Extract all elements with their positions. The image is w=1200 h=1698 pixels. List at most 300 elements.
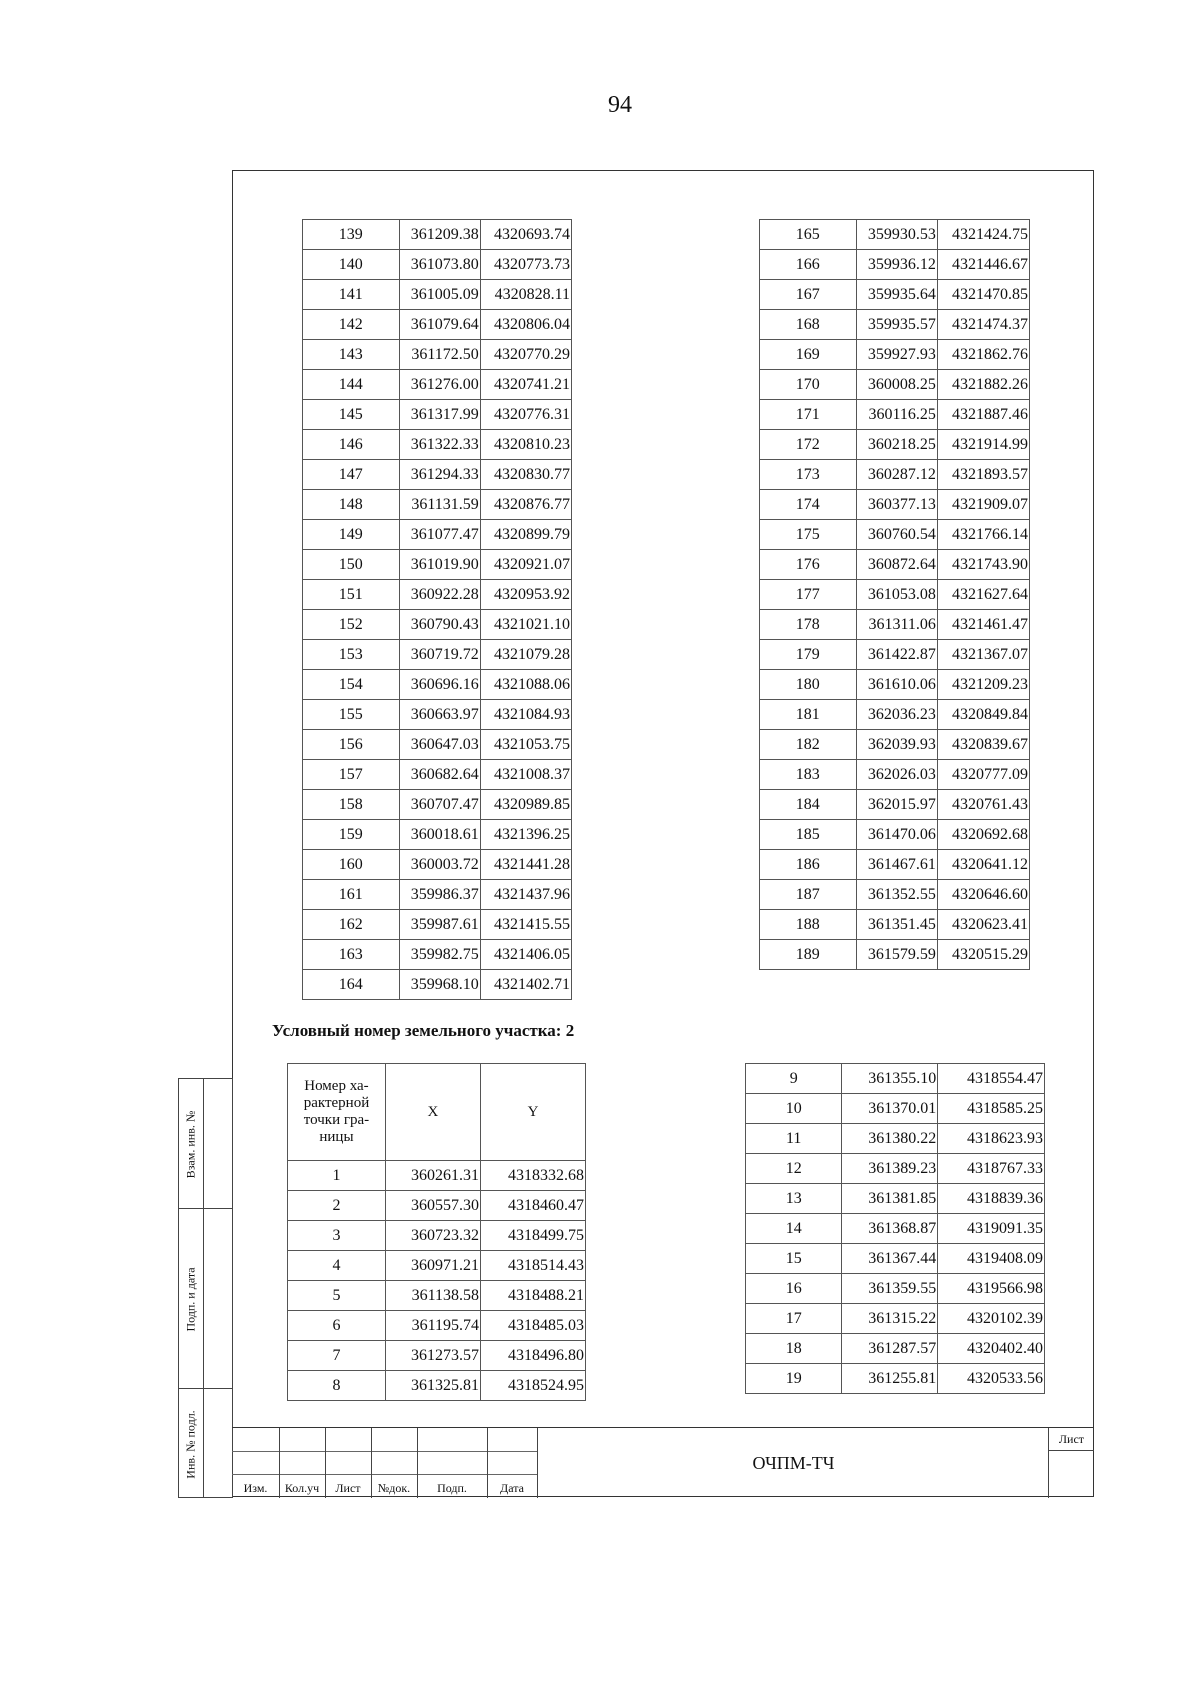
y-coordinate: 4320899.79 <box>480 520 571 550</box>
x-coordinate: 360760.54 <box>856 520 937 550</box>
x-coordinate: 361311.06 <box>856 610 937 640</box>
point-number: 13 <box>746 1184 842 1214</box>
point-number: 163 <box>303 940 400 970</box>
point-number: 146 <box>303 430 400 460</box>
x-coordinate: 360971.21 <box>385 1251 480 1281</box>
point-number: 187 <box>760 880 857 910</box>
table-row <box>746 1304 1045 1334</box>
point-number: 164 <box>303 970 400 1000</box>
y-coordinate: 4321424.75 <box>937 220 1029 250</box>
y-coordinate: 4320641.12 <box>937 850 1029 880</box>
point-number: 144 <box>303 370 400 400</box>
x-coordinate: 361195.74 <box>385 1311 480 1341</box>
x-coordinate: 360707.47 <box>399 790 480 820</box>
point-number: 162 <box>303 910 400 940</box>
point-number: 1 <box>288 1161 386 1191</box>
point-number: 160 <box>303 850 400 880</box>
table-row <box>760 370 1030 400</box>
table-row <box>760 940 1030 970</box>
y-coordinate: 4320623.41 <box>937 910 1029 940</box>
y-coordinate: 4321862.76 <box>937 340 1029 370</box>
x-coordinate: 362039.93 <box>856 730 937 760</box>
x-coordinate: 361255.81 <box>842 1364 938 1394</box>
point-number: 11 <box>746 1124 842 1154</box>
table-row <box>760 220 1030 250</box>
point-number: 139 <box>303 220 400 250</box>
table-row <box>303 490 572 520</box>
x-coordinate: 360872.64 <box>856 550 937 580</box>
table-row <box>303 550 572 580</box>
x-coordinate: 361019.90 <box>399 550 480 580</box>
point-number: 175 <box>760 520 857 550</box>
point-number: 10 <box>746 1094 842 1124</box>
side-label-vzam: Взам. инв. № <box>183 1110 198 1178</box>
table-row <box>288 1281 586 1311</box>
x-coordinate: 361053.08 <box>856 580 937 610</box>
x-coordinate: 361273.57 <box>385 1341 480 1371</box>
point-number: 184 <box>760 790 857 820</box>
y-coordinate: 4320921.07 <box>480 550 571 580</box>
side-label-inv: Инв. № подл. <box>183 1409 198 1479</box>
table-row <box>288 1251 586 1281</box>
point-number: 18 <box>746 1334 842 1364</box>
y-coordinate: 4320646.60 <box>937 880 1029 910</box>
x-coordinate: 361389.23 <box>842 1154 938 1184</box>
point-number: 167 <box>760 280 857 310</box>
x-coordinate: 360003.72 <box>399 850 480 880</box>
table-row <box>746 1124 1045 1154</box>
sheet-label: Лист <box>1049 1432 1094 1451</box>
table-row <box>303 430 572 460</box>
y-coordinate: 4320773.73 <box>480 250 571 280</box>
point-number: 19 <box>746 1364 842 1394</box>
table-row <box>760 670 1030 700</box>
x-coordinate: 361380.22 <box>842 1124 938 1154</box>
point-number: 14 <box>746 1214 842 1244</box>
tb-label-ndok: №док. <box>377 1481 411 1495</box>
table-row <box>303 400 572 430</box>
table-row <box>746 1064 1045 1094</box>
x-coordinate: 361610.06 <box>856 670 937 700</box>
point-number: 12 <box>746 1154 842 1184</box>
y-coordinate: 4321079.28 <box>480 640 571 670</box>
table-row <box>760 790 1030 820</box>
y-coordinate: 4320839.67 <box>937 730 1029 760</box>
y-coordinate: 4321893.57 <box>937 460 1029 490</box>
table-row <box>288 1371 586 1401</box>
x-coordinate: 361287.57 <box>842 1334 938 1364</box>
x-coordinate: 359935.57 <box>856 310 937 340</box>
x-coordinate: 361352.55 <box>856 880 937 910</box>
x-coordinate: 360018.61 <box>399 820 480 850</box>
y-coordinate: 4320776.31 <box>480 400 571 430</box>
table-row <box>746 1364 1045 1394</box>
point-number: 178 <box>760 610 857 640</box>
point-number: 159 <box>303 820 400 850</box>
x-coordinate: 360287.12 <box>856 460 937 490</box>
y-coordinate: 4321461.47 <box>937 610 1029 640</box>
x-coordinate: 359982.75 <box>399 940 480 970</box>
x-coordinate: 361368.87 <box>842 1214 938 1244</box>
point-number: 141 <box>303 280 400 310</box>
table-row <box>303 790 572 820</box>
y-coordinate: 4318496.80 <box>481 1341 586 1371</box>
table-row <box>760 850 1030 880</box>
table-row <box>760 280 1030 310</box>
coordinates-table-bottom-right <box>745 1063 1045 1394</box>
y-coordinate: 4320402.40 <box>938 1334 1045 1364</box>
point-number: 183 <box>760 760 857 790</box>
point-number: 6 <box>288 1311 386 1341</box>
y-coordinate: 4318524.95 <box>481 1371 586 1401</box>
x-coordinate: 361359.55 <box>842 1274 938 1304</box>
point-number: 9 <box>746 1064 842 1094</box>
coordinates-table-bottom-left <box>287 1063 586 1401</box>
point-number: 151 <box>303 580 400 610</box>
point-number: 185 <box>760 820 857 850</box>
x-coordinate: 360723.32 <box>385 1221 480 1251</box>
coordinates-table-top-right <box>759 219 1030 970</box>
point-number: 153 <box>303 640 400 670</box>
x-coordinate: 361131.59 <box>399 490 480 520</box>
y-coordinate: 4320770.29 <box>480 340 571 370</box>
point-number: 176 <box>760 550 857 580</box>
y-coordinate: 4321882.26 <box>937 370 1029 400</box>
x-coordinate: 360377.13 <box>856 490 937 520</box>
table-row <box>303 670 572 700</box>
table-row <box>303 610 572 640</box>
tb-label-data: Дата <box>500 1481 524 1495</box>
y-coordinate: 4321088.06 <box>480 670 571 700</box>
y-coordinate: 4321209.23 <box>937 670 1029 700</box>
y-coordinate: 4318554.47 <box>938 1064 1045 1094</box>
table-row <box>746 1244 1045 1274</box>
y-coordinate: 4321914.99 <box>937 430 1029 460</box>
table-row <box>303 730 572 760</box>
header-y: Y <box>481 1064 586 1161</box>
x-coordinate: 361381.85 <box>842 1184 938 1214</box>
y-coordinate: 4321084.93 <box>480 700 571 730</box>
point-number: 147 <box>303 460 400 490</box>
y-coordinate: 4318485.03 <box>481 1311 586 1341</box>
y-coordinate: 4321367.07 <box>937 640 1029 670</box>
y-coordinate: 4321406.05 <box>480 940 571 970</box>
table-row <box>760 340 1030 370</box>
x-coordinate: 361467.61 <box>856 850 937 880</box>
x-coordinate: 361370.01 <box>842 1094 938 1124</box>
table-row <box>288 1311 586 1341</box>
table-row <box>288 1191 586 1221</box>
x-coordinate: 361470.06 <box>856 820 937 850</box>
table-row <box>746 1334 1045 1364</box>
y-coordinate: 4320761.43 <box>937 790 1029 820</box>
point-number: 15 <box>746 1244 842 1274</box>
x-coordinate: 361276.00 <box>399 370 480 400</box>
y-coordinate: 4321021.10 <box>480 610 571 640</box>
x-coordinate: 361073.80 <box>399 250 480 280</box>
table-row <box>760 640 1030 670</box>
point-number: 165 <box>760 220 857 250</box>
table-row <box>288 1221 586 1251</box>
x-coordinate: 359936.12 <box>856 250 937 280</box>
x-coordinate: 361172.50 <box>399 340 480 370</box>
table-row <box>746 1094 1045 1124</box>
x-coordinate: 360719.72 <box>399 640 480 670</box>
x-coordinate: 360647.03 <box>399 730 480 760</box>
y-coordinate: 4320693.74 <box>480 220 571 250</box>
y-coordinate: 4318460.47 <box>481 1191 586 1221</box>
x-coordinate: 359968.10 <box>399 970 480 1000</box>
y-coordinate: 4320741.21 <box>480 370 571 400</box>
point-number: 7 <box>288 1341 386 1371</box>
x-coordinate: 361315.22 <box>842 1304 938 1334</box>
x-coordinate: 361138.58 <box>385 1281 480 1311</box>
x-coordinate: 361317.99 <box>399 400 480 430</box>
y-coordinate: 4320830.77 <box>480 460 571 490</box>
x-coordinate: 360790.43 <box>399 610 480 640</box>
x-coordinate: 361355.10 <box>842 1064 938 1094</box>
point-number: 5 <box>288 1281 386 1311</box>
table-row <box>760 310 1030 340</box>
x-coordinate: 360663.97 <box>399 700 480 730</box>
y-coordinate: 4320806.04 <box>480 310 571 340</box>
table-row <box>760 700 1030 730</box>
table-row <box>760 880 1030 910</box>
y-coordinate: 4321627.64 <box>937 580 1029 610</box>
table-row <box>303 520 572 550</box>
x-coordinate: 361005.09 <box>399 280 480 310</box>
table-row <box>760 910 1030 940</box>
table-row <box>288 1161 586 1191</box>
point-number: 181 <box>760 700 857 730</box>
table-row <box>760 430 1030 460</box>
y-coordinate: 4321470.85 <box>937 280 1029 310</box>
y-coordinate: 4321053.75 <box>480 730 571 760</box>
point-number: 143 <box>303 340 400 370</box>
table-row <box>760 760 1030 790</box>
point-number: 155 <box>303 700 400 730</box>
point-number: 189 <box>760 940 857 970</box>
table-row <box>760 730 1030 760</box>
table-row <box>303 220 572 250</box>
y-coordinate: 4321743.90 <box>937 550 1029 580</box>
table-row <box>303 820 572 850</box>
point-number: 186 <box>760 850 857 880</box>
point-number: 17 <box>746 1304 842 1334</box>
point-number: 3 <box>288 1221 386 1251</box>
table-row <box>760 550 1030 580</box>
point-number: 4 <box>288 1251 386 1281</box>
table-row <box>746 1274 1045 1304</box>
table-row <box>760 610 1030 640</box>
point-number: 182 <box>760 730 857 760</box>
y-coordinate: 4321437.96 <box>480 880 571 910</box>
x-coordinate: 361351.45 <box>856 910 937 940</box>
table-row <box>303 970 572 1000</box>
sheet-box <box>1048 1428 1094 1498</box>
y-coordinate: 4320989.85 <box>480 790 571 820</box>
table-row <box>760 520 1030 550</box>
table-row <box>760 490 1030 520</box>
point-number: 174 <box>760 490 857 520</box>
point-number: 2 <box>288 1191 386 1221</box>
point-number: 169 <box>760 340 857 370</box>
y-coordinate: 4320810.23 <box>480 430 571 460</box>
table-row <box>303 580 572 610</box>
point-number: 152 <box>303 610 400 640</box>
table-row <box>760 250 1030 280</box>
y-coordinate: 4319566.98 <box>938 1274 1045 1304</box>
point-number: 8 <box>288 1371 386 1401</box>
x-coordinate: 360696.16 <box>399 670 480 700</box>
point-number: 188 <box>760 910 857 940</box>
x-coordinate: 361079.64 <box>399 310 480 340</box>
y-coordinate: 4321415.55 <box>480 910 571 940</box>
x-coordinate: 362026.03 <box>856 760 937 790</box>
x-coordinate: 360261.31 <box>385 1161 480 1191</box>
side-stamp <box>178 1078 233 1498</box>
table-row <box>303 250 572 280</box>
x-coordinate: 360682.64 <box>399 760 480 790</box>
title-block <box>232 1427 1094 1498</box>
table-row <box>303 760 572 790</box>
y-coordinate: 4318767.33 <box>938 1154 1045 1184</box>
x-coordinate: 362036.23 <box>856 700 937 730</box>
coordinates-table-top-left <box>302 219 572 1000</box>
table-row <box>288 1341 586 1371</box>
x-coordinate: 361422.87 <box>856 640 937 670</box>
section-title: Условный номер земельного участка: 2 <box>272 1021 575 1040</box>
header-x: X <box>385 1064 480 1161</box>
y-coordinate: 4320876.77 <box>480 490 571 520</box>
y-coordinate: 4321441.28 <box>480 850 571 880</box>
table-row <box>303 280 572 310</box>
y-coordinate: 4321474.37 <box>937 310 1029 340</box>
point-number: 170 <box>760 370 857 400</box>
tb-label-izm: Изм. <box>243 1481 268 1495</box>
y-coordinate: 4321446.67 <box>937 250 1029 280</box>
point-number: 158 <box>303 790 400 820</box>
x-coordinate: 361077.47 <box>399 520 480 550</box>
x-coordinate: 361325.81 <box>385 1371 480 1401</box>
side-label-podp: Подп. и дата <box>183 1266 198 1332</box>
point-number: 145 <box>303 400 400 430</box>
y-coordinate: 4319091.35 <box>938 1214 1045 1244</box>
point-number: 161 <box>303 880 400 910</box>
tb-label-list: Лист <box>335 1481 361 1495</box>
y-coordinate: 4318499.75 <box>481 1221 586 1251</box>
point-number: 157 <box>303 760 400 790</box>
x-coordinate: 362015.97 <box>856 790 937 820</box>
y-coordinate: 4318332.68 <box>481 1161 586 1191</box>
table-row <box>760 820 1030 850</box>
table-row <box>303 700 572 730</box>
x-coordinate: 360116.25 <box>856 400 937 430</box>
y-coordinate: 4320849.84 <box>937 700 1029 730</box>
document-code: ОЧПМ-ТЧ <box>537 1428 1049 1498</box>
x-coordinate: 359935.64 <box>856 280 937 310</box>
point-number: 156 <box>303 730 400 760</box>
table-row <box>303 940 572 970</box>
x-coordinate: 360008.25 <box>856 370 937 400</box>
y-coordinate: 4321396.25 <box>480 820 571 850</box>
point-number: 168 <box>760 310 857 340</box>
table-row <box>760 460 1030 490</box>
table-row <box>746 1154 1045 1184</box>
y-coordinate: 4318488.21 <box>481 1281 586 1311</box>
point-number: 172 <box>760 430 857 460</box>
y-coordinate: 4321766.14 <box>937 520 1029 550</box>
point-number: 142 <box>303 310 400 340</box>
point-number: 150 <box>303 550 400 580</box>
y-coordinate: 4318585.25 <box>938 1094 1045 1124</box>
table-row <box>760 580 1030 610</box>
x-coordinate: 361294.33 <box>399 460 480 490</box>
y-coordinate: 4318514.43 <box>481 1251 586 1281</box>
point-number: 149 <box>303 520 400 550</box>
x-coordinate: 361579.59 <box>856 940 937 970</box>
point-number: 173 <box>760 460 857 490</box>
table-row <box>303 310 572 340</box>
point-number: 177 <box>760 580 857 610</box>
table-row <box>303 880 572 910</box>
x-coordinate: 360557.30 <box>385 1191 480 1221</box>
point-number: 140 <box>303 250 400 280</box>
point-number: 166 <box>760 250 857 280</box>
point-number: 16 <box>746 1274 842 1304</box>
x-coordinate: 359930.53 <box>856 220 937 250</box>
table-row <box>303 370 572 400</box>
x-coordinate: 359927.93 <box>856 340 937 370</box>
y-coordinate: 4318839.36 <box>938 1184 1045 1214</box>
table-row <box>760 400 1030 430</box>
point-number: 171 <box>760 400 857 430</box>
tb-label-podp: Подп. <box>437 1481 467 1495</box>
y-coordinate: 4318623.93 <box>938 1124 1045 1154</box>
y-coordinate: 4321909.07 <box>937 490 1029 520</box>
table-row <box>303 460 572 490</box>
y-coordinate: 4321402.71 <box>480 970 571 1000</box>
header-point-number: Номер ха-рактерной точки гра-ницы <box>288 1064 386 1161</box>
table-row <box>303 340 572 370</box>
table-row <box>746 1184 1045 1214</box>
x-coordinate: 359986.37 <box>399 880 480 910</box>
x-coordinate: 360922.28 <box>399 580 480 610</box>
y-coordinate: 4321008.37 <box>480 760 571 790</box>
y-coordinate: 4320102.39 <box>938 1304 1045 1334</box>
table-row <box>303 910 572 940</box>
x-coordinate: 361367.44 <box>842 1244 938 1274</box>
y-coordinate: 4321887.46 <box>937 400 1029 430</box>
y-coordinate: 4320828.11 <box>480 280 571 310</box>
y-coordinate: 4320515.29 <box>937 940 1029 970</box>
point-number: 148 <box>303 490 400 520</box>
x-coordinate: 361209.38 <box>399 220 480 250</box>
x-coordinate: 360218.25 <box>856 430 937 460</box>
point-number: 180 <box>760 670 857 700</box>
table-row <box>746 1214 1045 1244</box>
y-coordinate: 4319408.09 <box>938 1244 1045 1274</box>
y-coordinate: 4320533.56 <box>938 1364 1045 1394</box>
point-number: 154 <box>303 670 400 700</box>
y-coordinate: 4320692.68 <box>937 820 1029 850</box>
page-number: 94 <box>608 92 632 118</box>
y-coordinate: 4320953.92 <box>480 580 571 610</box>
table-row <box>303 640 572 670</box>
x-coordinate: 361322.33 <box>399 430 480 460</box>
y-coordinate: 4320777.09 <box>937 760 1029 790</box>
table-row <box>303 850 572 880</box>
